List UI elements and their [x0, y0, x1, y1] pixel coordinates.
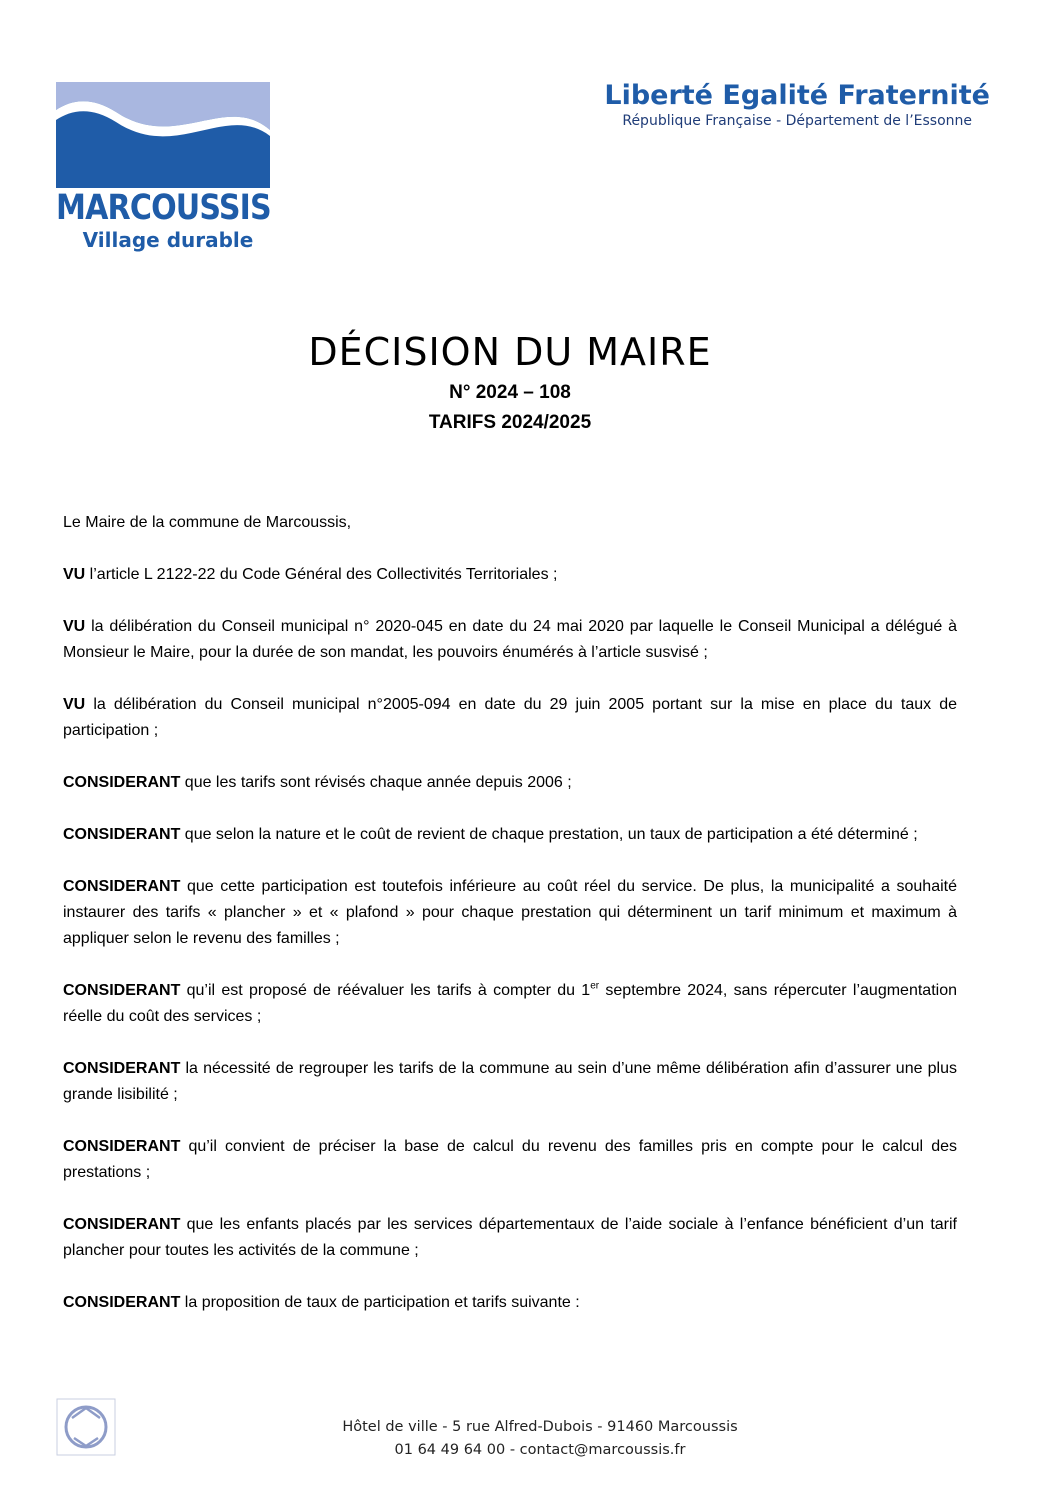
- paragraph-keyword: CONSIDERANT: [63, 878, 181, 895]
- paragraph: [63, 770, 957, 796]
- paragraph: [63, 978, 957, 1030]
- paragraph-text: septembre 2024, sans répercuter l’augmentation réelle du coût des services ;: [63, 982, 957, 1025]
- paragraph-keyword: VU: [63, 618, 86, 635]
- title-block: [0, 330, 1020, 434]
- logo-name: MARCOUSSIS: [56, 188, 271, 228]
- footer-address: Hôtel de ville - 5 rue Alfred-Dubois - 91460 Marcoussis: [342, 1419, 738, 1435]
- paragraph: [63, 1134, 957, 1186]
- decision-number: N° 2024 – 108: [449, 382, 571, 403]
- paragraph-text: la proposition de taux de participation et tarifs suivante :: [180, 1294, 580, 1311]
- paragraph-text: que cette participation est toutefois inférieure au coût réel du service. De plus, la municipalité a souhaité instaurer des tarifs « plancher » et « plafond » pour chaque prestation qui déterminent un tarif minimum et maximum à appliquer selon le revenu des familles ;: [63, 878, 957, 947]
- republic-motto: [604, 80, 990, 129]
- paragraph-keyword: CONSIDERANT: [63, 1138, 181, 1155]
- footer: [220, 1416, 860, 1462]
- motto-main: Liberté Egalité Fraternité: [604, 80, 990, 111]
- document-title: DÉCISION DU MAIRE: [308, 330, 712, 374]
- paragraph-keyword: CONSIDERANT: [63, 826, 181, 843]
- paragraph-keyword: VU: [63, 696, 86, 713]
- paragraph-keyword: VU: [63, 566, 86, 583]
- paragraph: [63, 1290, 957, 1316]
- decision-subject: TARIFS 2024/2025: [428, 412, 592, 433]
- paragraph-keyword: CONSIDERANT: [63, 1060, 181, 1077]
- paragraph-text: que les enfants placés par les services départementaux de l’aide sociale à l’enfance bénéficient d’un tarif plancher pour toutes les activités de la commune ;: [63, 1216, 957, 1259]
- paragraph-keyword: CONSIDERANT: [63, 1294, 181, 1311]
- paragraph-keyword: CONSIDERANT: [63, 982, 181, 999]
- paragraph-text: l’article L 2122-22 du Code Général des Collectivités Territoriales ;: [85, 566, 558, 583]
- intro-paragraph: Le Maire de la commune de Marcoussis,: [63, 514, 352, 531]
- paragraph-text: la délibération du Conseil municipal n° 2020-045 en date du 24 mai 2020 par laquelle le Conseil Municipal a délégué à Monsieur le Maire, pour la durée de son mandat, les pouvoirs énumérés à l’article susvisé ;: [63, 618, 957, 661]
- paragraph: [63, 692, 957, 744]
- paragraph-text: qu’il est proposé de réévaluer les tarifs à compter du 1: [180, 982, 591, 999]
- paragraph-keyword: CONSIDERANT: [63, 1216, 181, 1233]
- ordinal-superscript: er: [590, 980, 600, 992]
- paragraph-keyword: CONSIDERANT: [63, 774, 181, 791]
- decision-body: [63, 510, 957, 1342]
- paragraph: [63, 614, 957, 666]
- logo-tagline: Village durable: [82, 228, 254, 252]
- recycled-paper-icon: [56, 1398, 116, 1456]
- paragraph: [63, 1212, 957, 1264]
- paragraph-text: que selon la nature et le coût de revient de chaque prestation, un taux de participation a été déterminé ;: [180, 826, 918, 843]
- marcoussis-logo: [56, 82, 270, 254]
- paragraph-text: la nécessité de regrouper les tarifs de la commune au sein d’une même délibération afin d’assurer une plus grande lisibilité ;: [63, 1060, 957, 1103]
- paragraph: [63, 874, 957, 952]
- paragraph: [63, 562, 957, 588]
- paragraph-text: la délibération du Conseil municipal n°2005-094 en date du 29 juin 2005 portant sur la mise en place du taux de participation ;: [63, 696, 957, 739]
- logo-wave-icon: [56, 82, 270, 188]
- paragraph: [63, 822, 957, 848]
- paragraph: [63, 1056, 957, 1108]
- footer-contact: 01 64 49 64 00 - contact@marcoussis.fr: [394, 1442, 686, 1458]
- paragraph-text: que les tarifs sont révisés chaque année depuis 2006 ;: [180, 774, 572, 791]
- paragraph-text: qu’il convient de préciser la base de calcul du revenu des familles pris en compte pour le calcul des prestations ;: [63, 1138, 957, 1181]
- motto-sub: République Française - Département de l’Essonne: [622, 113, 973, 129]
